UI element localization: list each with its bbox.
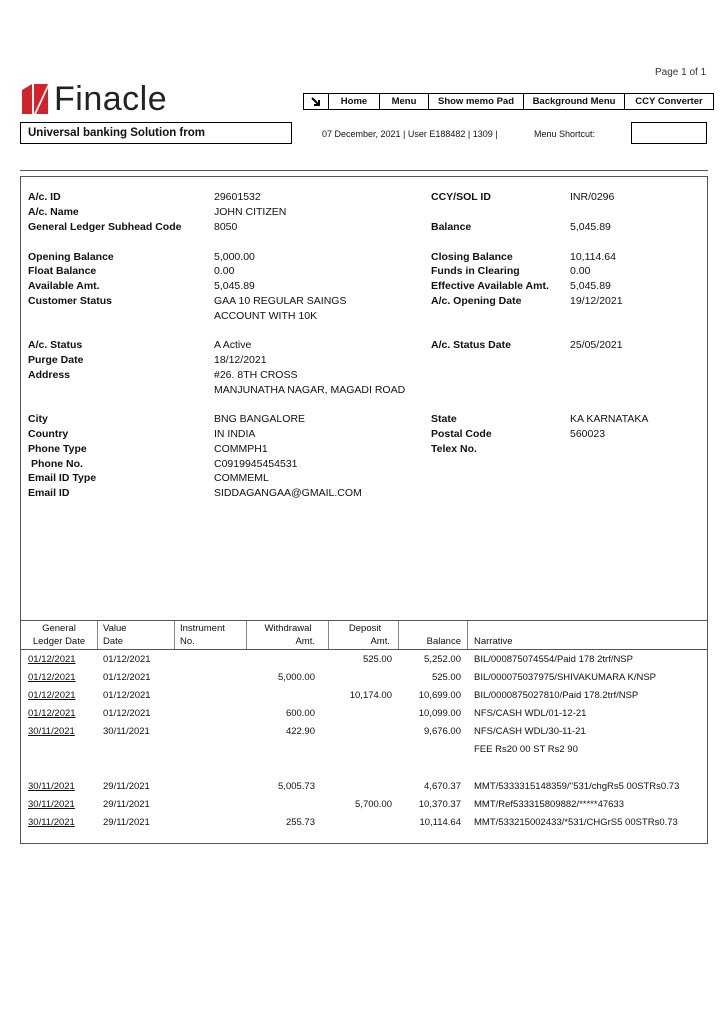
row3-narrative: BIL/0000875027810/Paid 178.2trf/NSP [474, 690, 639, 701]
row5-narrative: NFS/CASH WDL/30-11-21 [474, 726, 586, 737]
row4-withdrawal: 600.00 [285, 708, 315, 719]
header-divider [20, 170, 708, 171]
address-value-line1: #26. 8TH CROSS [214, 369, 298, 381]
available-amt-label: Available Amt. [28, 280, 100, 292]
menu-button[interactable]: Menu [380, 94, 429, 109]
state-value: KA KARNATAKA [570, 413, 649, 425]
ac-name-value: JOHN CITIZEN [214, 206, 287, 218]
opening-balance-value: 5,000.00 [214, 251, 255, 263]
header-balance: Balance [426, 636, 461, 647]
row4-gl-date-link[interactable]: 01/12/2021 [28, 708, 76, 719]
address-label: Address [28, 369, 71, 381]
city-value: BNG BANGALORE [214, 413, 306, 425]
phone-no-value: C0919945454531 [214, 458, 298, 470]
top-toolbar [303, 93, 714, 110]
telex-no-label: Telex No. [431, 443, 477, 455]
ccy-sol-id-value: INR/0296 [570, 191, 615, 203]
customer-status-value-line1: GAA 10 REGULAR SAINGS [214, 295, 347, 307]
row6-narrative: MMT/5333315148359/''531/chgRs5 00STRs0.73 [474, 781, 680, 792]
row5-balance: 9,676.00 [424, 726, 461, 737]
row5-gl-date-link[interactable]: 30/11/2021 [28, 726, 75, 737]
row2-value-date: 01/12/2021 [103, 672, 151, 683]
row8-value-date: 29/11/2021 [103, 817, 150, 828]
arrow-down-right-glyph [310, 96, 322, 108]
ac-status-value: A Active [214, 339, 252, 351]
ccy-converter-button[interactable]: CCY Converter [635, 96, 703, 107]
row7-value-date: 29/11/2021 [103, 799, 150, 810]
address-value-line2: MANJUNATHA NAGAR, MAGADI ROAD [214, 384, 406, 396]
background-menu-button[interactable]: Background Menu [524, 94, 625, 109]
row1-gl-date-link[interactable]: 01/12/2021 [28, 654, 76, 665]
row6-value-date: 29/11/2021 [103, 781, 150, 792]
ac-id-label: A/c. ID [28, 191, 61, 203]
row2-balance: 525.00 [431, 672, 461, 683]
header-value-date-line1: Value [103, 623, 127, 634]
row1-narrative: BIL/000875074554/Paid 178 2trf/NSP [474, 654, 633, 665]
customer-status-value-line2: ACCOUNT WITH 10K [214, 310, 318, 322]
row4-narrative: NFS/CASH WDL/01-12-21 [474, 708, 587, 719]
balance-label: Balance [431, 221, 472, 233]
row4-balance: 10,099.00 [418, 708, 461, 719]
header-gl-date-line1: General [42, 623, 76, 634]
opening-balance-label: Opening Balance [28, 251, 114, 263]
row6-balance: 4,670.37 [424, 781, 461, 792]
ac-status-date-label: A/c. Status Date [431, 339, 511, 351]
city-label: City [28, 413, 48, 425]
show-memo-pad-button[interactable]: Show memo Pad [429, 94, 524, 109]
row5-value-date: 30/11/2021 [103, 726, 150, 737]
postal-code-label: Postal Code [431, 428, 492, 440]
postal-code-value: 560023 [570, 428, 606, 440]
phone-no-label: Phone No. [31, 458, 83, 470]
arrow-down-right-icon[interactable] [304, 94, 329, 109]
row1-deposit: 525.00 [362, 654, 392, 665]
row3-gl-date-link[interactable]: 01/12/2021 [28, 690, 76, 701]
float-balance-value: 0.00 [214, 265, 235, 277]
row8-gl-date-link[interactable]: 30/11/2021 [28, 817, 75, 828]
row7-gl-date-link[interactable]: 30/11/2021 [28, 799, 75, 810]
phone-type-value: COMMPH1 [214, 443, 268, 455]
row1-value-date: 01/12/2021 [103, 654, 151, 665]
customer-status-label: Customer Status [28, 295, 113, 307]
account-details-panel [20, 176, 708, 844]
header-withdrawal-line2: Amt. [295, 636, 315, 647]
column-divider [97, 621, 98, 649]
ac-status-date-value: 25/05/2021 [570, 339, 623, 351]
available-amt-value: 5,045.89 [214, 280, 255, 292]
effective-available-amt-value: 5,045.89 [570, 280, 611, 292]
header-instrument-line1: Instrument [180, 623, 225, 634]
gl-subhead-value: 8050 [214, 221, 238, 233]
email-id-type-label: Email ID Type [28, 472, 97, 484]
row3-value-date: 01/12/2021 [103, 690, 151, 701]
email-id-label: Email ID [28, 487, 70, 499]
ac-status-label: A/c. Status [28, 339, 83, 351]
table-header-underline [20, 649, 708, 650]
menu-shortcut-input[interactable] [631, 122, 707, 144]
row8-balance: 10,114.64 [419, 817, 461, 828]
funds-in-clearing-value: 0.00 [570, 265, 591, 277]
column-divider [246, 621, 247, 649]
closing-balance-label: Closing Balance [431, 251, 513, 263]
table-top-border [20, 620, 708, 621]
effective-available-amt-label: Effective Available Amt. [431, 280, 549, 292]
ccy-sol-id-label: CCY/SOL ID [431, 191, 491, 203]
header-deposit-line2: Amt. [370, 636, 390, 647]
product-banner: Universal banking Solution from [20, 122, 292, 144]
brand-name: Finacle [54, 80, 168, 118]
header-gl-date-line2: Ledger Date [32, 636, 86, 647]
gl-subhead-label: General Ledger Subhead Code [28, 221, 182, 233]
finacle-logo [22, 82, 167, 116]
home-button[interactable]: Home [329, 94, 380, 109]
float-balance-label: Float Balance [28, 265, 97, 277]
row6-withdrawal: 5,005.73 [278, 781, 315, 792]
ac-name-label: A/c. Name [28, 206, 79, 218]
funds-in-clearing-label: Funds in Clearing [431, 265, 520, 277]
row4-value-date: 01/12/2021 [103, 708, 151, 719]
email-id-type-value: COMMEML [214, 472, 269, 484]
row2-withdrawal: 5,000.00 [278, 672, 315, 683]
ac-opening-date-value: 19/12/2021 [570, 295, 623, 307]
header-narrative: Narrative [474, 636, 513, 647]
ac-id-value: 29601532 [214, 191, 261, 203]
session-info: 07 December, 2021 | User E188482 | 1309 | [322, 129, 498, 139]
column-divider [328, 621, 329, 649]
row3-balance: 10,699.00 [418, 690, 461, 701]
row7-narrative: MMT/Ref533315809882/*****47633 [474, 799, 624, 810]
header-withdrawal-line1: Withdrawal [264, 623, 312, 634]
row7-deposit: 5,700.00 [355, 799, 392, 810]
phone-type-label: Phone Type [28, 443, 87, 455]
purge-date-value: 18/12/2021 [214, 354, 267, 366]
closing-balance-value: 10,114.64 [570, 251, 616, 263]
country-label: Country [28, 428, 69, 440]
menu-shortcut-label: Menu Shortcut: [534, 129, 596, 139]
column-divider [467, 621, 468, 649]
row6-gl-date-link[interactable]: 30/11/2021 [28, 781, 75, 792]
row1-balance: 5,252.00 [424, 654, 461, 665]
page-number: Page 1 of 1 [655, 67, 707, 78]
state-label: State [431, 413, 457, 425]
row8-narrative: MMT/533215002433/*531/CHGrS5 00STRs0.73 [474, 817, 678, 828]
row8-withdrawal: 255.73 [285, 817, 315, 828]
country-value: IN INDIA [214, 428, 256, 440]
row5-narrative-line2: FEE Rs20 00 ST Rs2 90 [474, 744, 578, 755]
ac-opening-date-label: A/c. Opening Date [431, 295, 522, 307]
header-deposit-line1: Deposit [348, 623, 382, 634]
email-id-value: SIDDAGANGAA@GMAIL.COM [214, 487, 362, 499]
header-value-date-line2: Date [103, 636, 124, 647]
header-instrument-line2: No. [180, 636, 195, 647]
balance-value: 5,045.89 [570, 221, 611, 233]
row5-withdrawal: 422.90 [285, 726, 315, 737]
purge-date-label: Purge Date [28, 354, 84, 366]
finacle-logo-mark-icon [22, 84, 48, 114]
row2-narrative: BIL/000075037975/SHIVAKUMARA K/NSP [474, 672, 657, 683]
column-divider [174, 621, 175, 649]
row2-gl-date-link[interactable]: 01/12/2021 [28, 672, 76, 683]
column-divider [398, 621, 399, 649]
row7-balance: 10,370.37 [418, 799, 461, 810]
row3-deposit: 10,174.00 [349, 690, 392, 701]
